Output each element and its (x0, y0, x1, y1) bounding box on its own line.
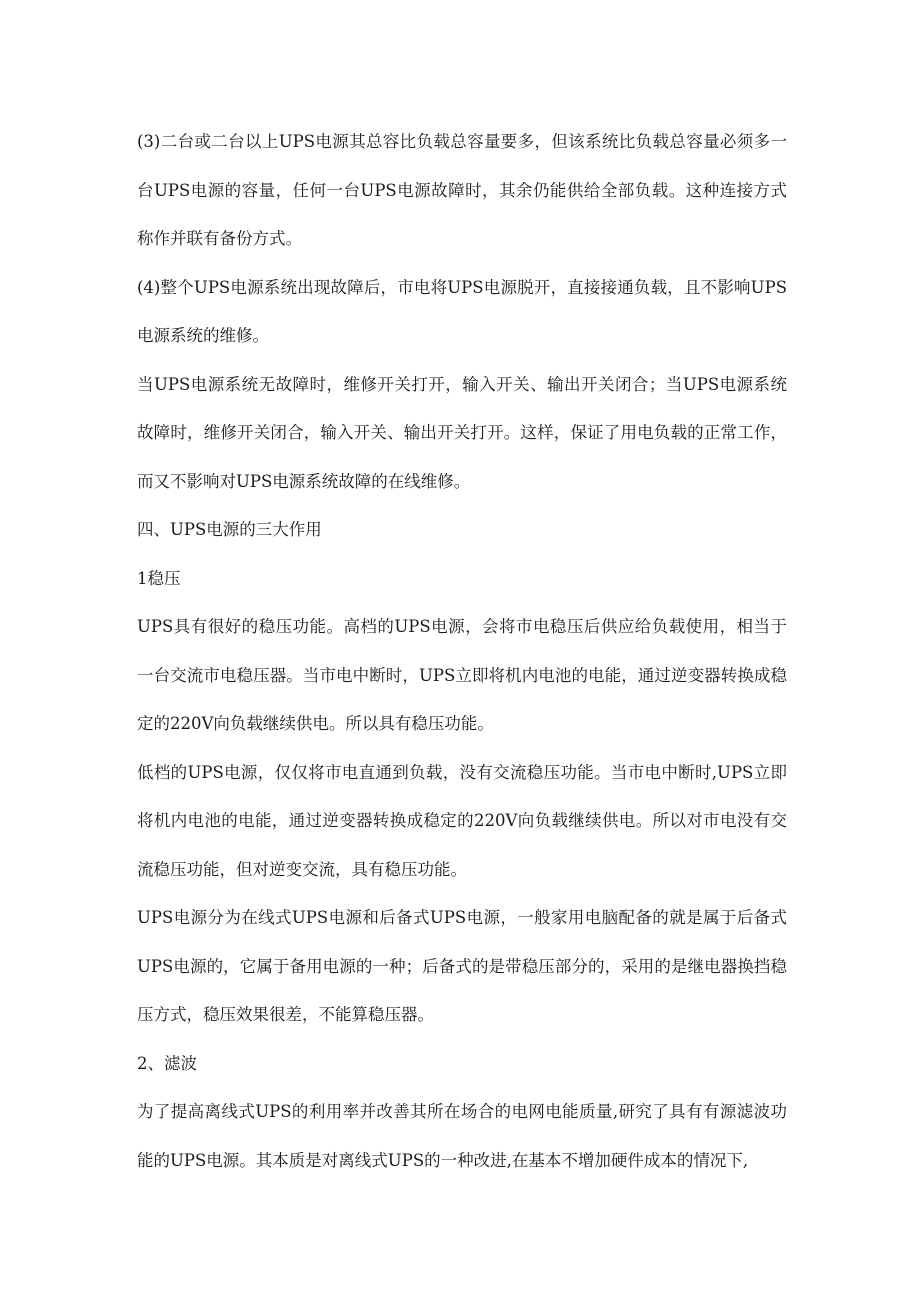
paragraph-online-vs-backup: UPS电源分为在线式UPS电源和后备式UPS电源，一般家用电脑配备的就是属于后备式UPS电源的，它属于备用电源的一种；后备式的是带稳压部分的，采用的是继电器换挡稳压方式，稳压效果很差，不能算稳压器。 (137, 908, 787, 1024)
paragraph-parallel-redundant: (3)二台或二台以上UPS电源其总容比负载总容量要多，但该系统比负载总容量必须多一台UPS电源的容量，任何一台UPS电源故障时，其余仍能供给全部负载。这种连接方式称作并联有备份方式。 (137, 132, 787, 248)
document-body (137, 118, 787, 1185)
paragraph-active-filter: 为了提高离线式UPS的利用率并改善其所在场合的电网电能质量,研究了具有有源滤波功能的UPS电源。其本质是对离线式UPS的一种改进,在基本不增加硬件成本的情况下, (137, 1102, 787, 1170)
paragraph-low-end-ups: 低档的UPS电源，仅仅将市电直通到负载，没有交流稳压功能。当市电中断时,UPS立即将机内电池的电能，通过逆变器转换成稳定的220V向负载继续供电。所以对市电没有交流稳压功能，但对逆变交流，具有稳压功能。 (137, 762, 787, 879)
paragraph-high-end-ups: UPS具有很好的稳压功能。高档的UPS电源，会将市电稳压后供应给负载使用，相当于一台交流市电稳压器。当市电中断时，UPS立即将机内电池的电能，通过逆变器转换成稳定的220V向负载继续供电。所以具有稳压功能。 (137, 617, 787, 733)
subheading-filtering: 2、滤波 (137, 1053, 197, 1073)
paragraph-system-fault: (4)整个UPS电源系统出现故障后，市电将UPS电源脱开，直接接通负载，且不影响UPS电源系统的维修。 (137, 277, 787, 345)
section-heading-three-functions: 四、UPS电源的三大作用 (137, 520, 322, 539)
subheading-voltage-regulation: 1稳压 (137, 568, 181, 588)
paragraph-maintenance-switch: 当UPS电源系统无故障时，维修开关打开，输入开关、输出开关闭合；当UPS电源系统故障时，维修开关闭合，输入开关、输出开关打开。这样，保证了用电负载的正常工作，而又不影响对UPS电源系统故障的在线维修。 (137, 374, 787, 491)
